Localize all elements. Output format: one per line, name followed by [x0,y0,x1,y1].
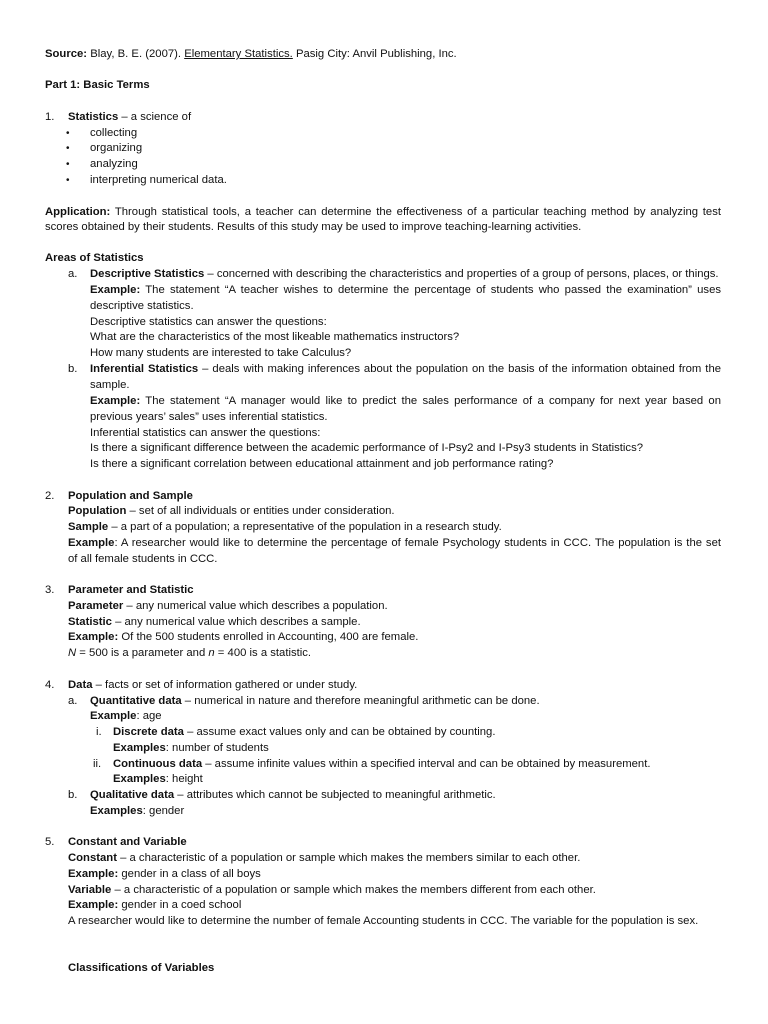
descriptive-example-line-1 [90,283,721,298]
application-label: Application: [45,206,111,218]
qualitative-term: Qualitative data [90,789,175,801]
bullet-icon: • [66,128,70,139]
source-label: Source: [45,48,88,60]
constant-term: Constant [68,852,117,864]
classifications-heading [68,961,214,976]
application-line-1 [45,205,721,220]
parameter-example-text: Of the 500 students enrolled in Accounting, 400 are female. [121,631,419,643]
sample-size-symbol: n [208,647,215,659]
data-line [68,678,357,693]
parameter-note-text: = 500 is a parameter and [76,647,209,659]
continuous-term: Continuous data [113,758,203,770]
population-example-label: Example [68,537,115,549]
qualitative-examples-label: Examples [90,805,143,817]
inferential-definition-line-2: sample. [90,379,130,391]
continuous-marker: ii. [93,758,102,770]
bullet-organizing: organizing [90,142,143,154]
data-term: Data [68,679,93,691]
descriptive-term: Descriptive Statistics [90,268,205,280]
statistics-definition: – a science of [121,111,192,123]
variable-line [68,883,596,898]
item-1-line [68,110,191,125]
source-line [45,47,457,62]
item-3-number: 3. [45,584,55,596]
discrete-marker: i. [96,726,102,738]
part1-heading [45,78,150,93]
qualitative-line [90,788,496,803]
application-text-1: Through statistical tools, a teacher can determine the effectiveness of a particular teaching method by analyzing test [114,206,722,218]
bullet-interpreting: interpreting numerical data. [90,174,227,186]
continuous-examples-label: Examples [113,773,166,785]
area-b-marker: b. [68,363,78,375]
discrete-examples-label: Examples [113,742,166,754]
constant-variable-heading: Constant and Variable [68,836,187,848]
inferential-example-line-2: previous years’ sales” uses inferential statistics. [90,411,328,423]
descriptive-example-line-2: descriptive statistics. [90,300,194,312]
constant-line [68,851,580,866]
descriptive-question-1: What are the characteristics of the most likeable mathematics instructors? [90,331,460,343]
inferential-question-2: Is there a significant correlation between educational attainment and job performance rating? [90,458,554,470]
continuous-examples [113,772,203,787]
continuous-examples-text: : height [165,773,203,785]
discrete-definition: – assume exact values only and can be obtained by counting. [187,726,496,738]
quantitative-example [90,709,162,724]
parameter-line [68,599,388,614]
bullet-icon: • [66,143,70,154]
parameter-example-line [68,630,418,645]
variable-definition: – a characteristic of a population or sample which makes the members different from each other. [114,884,596,896]
constant-example-label: Example: [68,868,119,880]
variable-term: Variable [68,884,112,896]
variable-example-text: gender in a coed school [121,899,242,911]
bullet-icon: • [66,175,70,186]
item-1-number: 1. [45,111,55,123]
qualitative-marker: b. [68,789,78,801]
sample-definition: – a part of a population; a representative of the population in a research study. [111,521,502,533]
inferential-definition: – deals with making inferences about the population on the basis of the information obtained from the [202,363,722,375]
quantitative-example-text: : age [136,710,162,722]
quantitative-term: Quantitative data [90,695,182,707]
bullet-analyzing: analyzing [90,158,138,170]
discrete-examples [113,741,269,756]
qualitative-examples [90,804,184,819]
descriptive-example-text: The statement “A teacher wishes to determine the percentage of students who passed the examination” uses [145,284,722,296]
statistic-line [68,615,361,630]
item-2-heading [68,489,193,504]
item-2-number: 2. [45,490,55,502]
discrete-term: Discrete data [113,726,184,738]
classifications-heading-text: Classifications of Variables [68,962,215,974]
discrete-examples-text: : number of students [165,742,269,754]
quantitative-definition: – numerical in nature and therefore meaningful arithmetic can be done. [184,695,540,707]
item-5-heading [68,835,187,850]
inferential-example-text: The statement “A manager would like to predict the sales performance of a company for next year based on [145,395,721,407]
inferential-term: Inferential Statistics [90,363,199,375]
parameter-statistic-heading: Parameter and Statistic [68,584,194,596]
descriptive-question-2: How many students are interested to take Calculus? [90,347,352,359]
part1-heading-text: Part 1: Basic Terms [45,79,150,91]
statistic-definition: – any numerical value which describes a sample. [115,616,361,628]
statistic-term: Statistic [68,616,112,628]
descriptive-example-label: Example: [90,284,141,296]
population-sample-heading: Population and Sample [68,490,193,502]
quantitative-marker: a. [68,695,78,707]
population-example-line-1 [68,536,721,551]
statistic-note-text: = 400 is a statistic. [214,647,312,659]
statistics-term: Statistics [68,111,119,123]
descriptive-line [90,267,719,282]
qualitative-definition: – attributes which cannot be subjected to meaningful arithmetic. [177,789,496,801]
inferential-question-1: Is there a significant difference between the academic performance of I-Psy2 and I-Psy3 students in Statistics? [90,442,644,454]
variable-closing-sentence: A researcher would like to determine the number of female Accounting students in CCC. The variable for the population is sex. [68,915,699,927]
item-5-number: 5. [45,836,55,848]
sample-line [68,520,502,535]
population-size-symbol: N [68,647,77,659]
source-publisher: Pasig City: Anvil Publishing, Inc. [295,48,457,60]
constant-example [68,867,261,882]
population-example-text: : A researcher would like to determine the percentage of female Psychology students in CCC. The population is the set [114,537,721,549]
descriptive-definition: – concerned with describing the characteristics and properties of a group of persons, places, or things. [207,268,719,280]
bullet-collecting: collecting [90,127,138,139]
qualitative-examples-text: : gender [142,805,185,817]
parameter-definition: – any numerical value which describes a population. [126,600,388,612]
discrete-line [113,725,495,740]
descriptive-questions-intro: Descriptive statistics can answer the questions: [90,316,327,328]
source-book-title: Elementary Statistics. [184,48,293,60]
bullet-icon: • [66,159,70,170]
population-term: Population [68,505,127,517]
item-3-heading [68,583,194,598]
population-line [68,504,395,519]
item-4-number: 4. [45,679,55,691]
continuous-definition: – assume infinite values within a specified interval and can be obtained by measurement. [205,758,651,770]
inferential-questions-intro: Inferential statistics can answer the questions: [90,427,321,439]
continuous-line [113,757,651,772]
variable-example [68,898,241,913]
sample-term: Sample [68,521,109,533]
quantitative-example-label: Example [90,710,137,722]
areas-heading-text: Areas of Statistics [45,252,144,264]
quantitative-line [90,694,540,709]
area-a-marker: a. [68,268,78,280]
constant-definition: – a characteristic of a population or sample which makes the members similar to each other. [120,852,581,864]
data-definition: – facts or set of information gathered or under study. [95,679,358,691]
parameter-statistic-note [68,646,311,661]
variable-example-label: Example: [68,899,119,911]
inferential-line [90,362,721,377]
parameter-term: Parameter [68,600,124,612]
source-author: Blay, B. E. (2007). [90,48,182,60]
inferential-example-line-1 [90,394,721,409]
population-example-line-2: of all female students in CCC. [68,553,218,565]
areas-heading [45,251,144,266]
application-line-2: scores obtained by their students. Results of this study may be used to improve teaching-learning activities. [45,221,582,233]
parameter-example-label: Example: [68,631,119,643]
population-definition: – set of all individuals or entities under consideration. [129,505,395,517]
constant-example-text: gender in a class of all boys [121,868,261,880]
inferential-example-label: Example: [90,395,141,407]
